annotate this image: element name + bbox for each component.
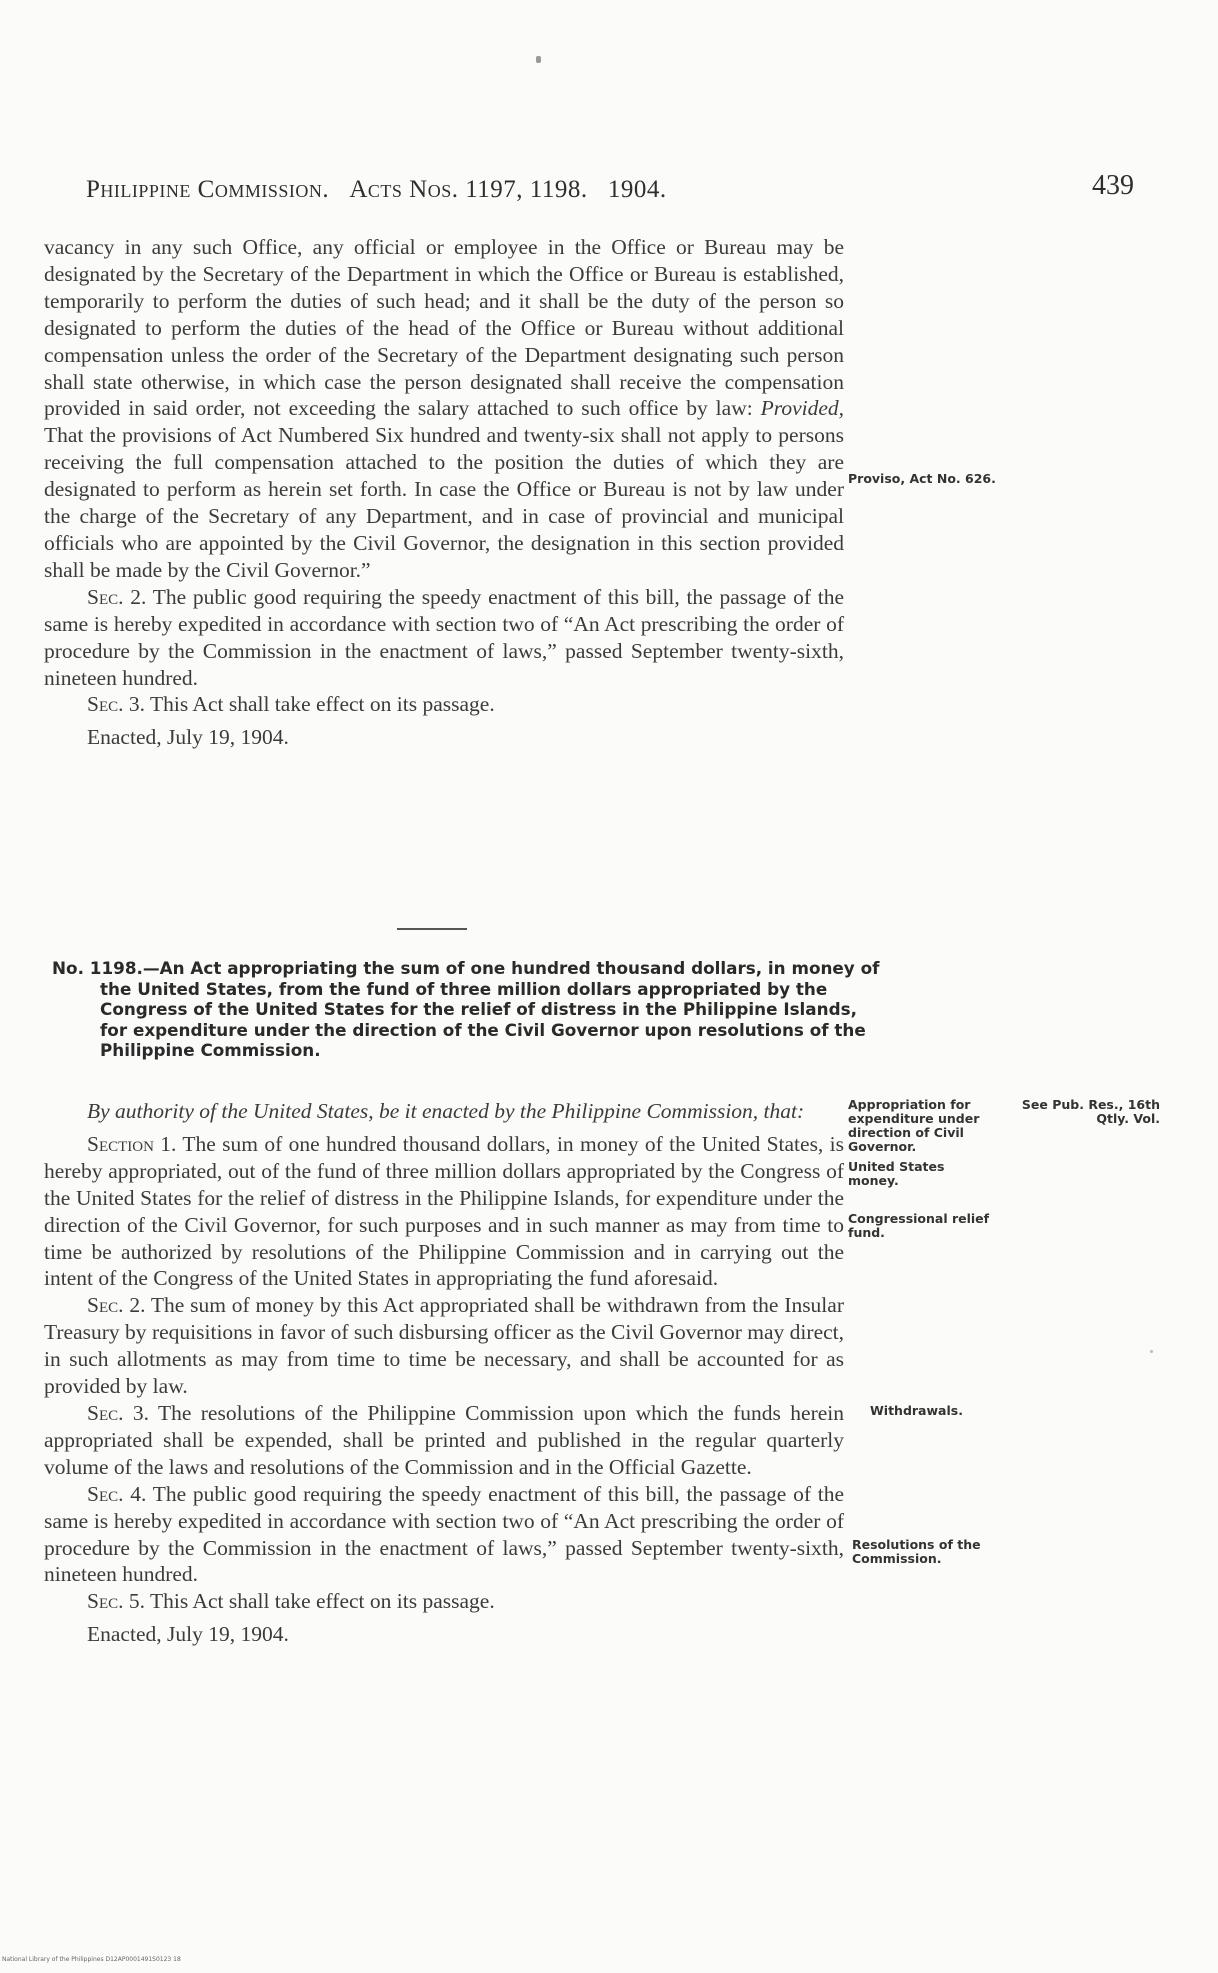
scan-speck bbox=[536, 56, 541, 63]
scan-credit-footer: National Library of the Philippines D12AP0001491S0123 18 bbox=[2, 1956, 181, 1963]
margin-note-proviso: Proviso, Act No. 626. bbox=[848, 471, 996, 486]
section-label: Sec. 2. bbox=[87, 584, 147, 609]
running-header bbox=[86, 176, 667, 204]
running-title-acts: Acts Nos. 1197, 1198. bbox=[349, 176, 588, 203]
act-1197-continuation bbox=[44, 234, 844, 751]
running-title-commission: Philippine Commission. bbox=[86, 176, 330, 203]
section-text: The sum of one hundred thousand dollars, in money of the United States, is hereby appropriated, out of the fund of three million dollars appropriated by the Congress of the United States for the relief of distress in the Philippine Islands, for expenditure under the direction of the Civil Governor, for such purposes and in such manner as may from time to time be authorized by resolutions of the Philippine Commission and in carrying out the intent of the Congress of the United States in appropriating the fund aforesaid. bbox=[44, 1131, 844, 1291]
section-text: The public good requiring the speedy enactment of this bill, the passage of the same is hereby expedited in accordance with section two of “An Act prescribing the order of procedure by the Commission in the enactment of laws,” passed September twenty-sixth, nineteen hundred. bbox=[44, 584, 844, 690]
section-text: The public good requiring the speedy enactment of this bill, the passage of the same is hereby expedited in accordance with section two of “An Act prescribing the order of procedure by the Commission in the enactment of laws,” passed September twenty-sixth, nineteen hundred. bbox=[44, 1481, 844, 1587]
margin-note-resolutions: Resolutions of the Commission. bbox=[852, 1537, 981, 1566]
act-1197-body-text: vacancy in any such Office, any official or employee in the Office or Bureau may be designated by the Secretary of the Department in which the Office or Bureau is established, temporarily to perform the duties of such head; and it shall be the duty of the person so designated to perform the duties of the head of the Office or Bureau without additional compensation unless the order of the Secretary of the Department designating such person shall state otherwise, in which case the person designated shall receive the compensation provided in said order, not exceeding the salary attached to such office by law: bbox=[44, 235, 844, 421]
section-label: Sec. 5. bbox=[87, 1589, 145, 1614]
margin-note-us-money: United States money. bbox=[848, 1159, 945, 1188]
proviso-text: That the provisions of Act Numbered Six hundred and twenty-six shall not apply to persons receiving the full compensation attached to the position the duties of which they are designated to perform as herein set forth. In case the Office or Bureau is not by law under the charge of the Secretary of any Department, and in case of provincial and municipal officials who are appointed by the Civil Governor, the designation in this section provided shall be made by the Civil Governor.” bbox=[44, 423, 844, 582]
section-label: Sec. 3. bbox=[87, 692, 145, 717]
act-1198-body bbox=[44, 1098, 844, 1648]
section-label: Sec. 4. bbox=[87, 1481, 147, 1506]
margin-note-withdrawals: Withdrawals. bbox=[870, 1403, 963, 1418]
act-1198-section-3 bbox=[44, 1400, 844, 1481]
section-text: The sum of money by this Act appropriated shall be withdrawn from the Insular Treasury by requisitions in favor of such disbursing officer as the Civil Governor may direct, in such allotments as may from time to time be necessary, and shall be accounted for as provided by law. bbox=[44, 1293, 844, 1399]
page-number: 439 bbox=[1092, 170, 1134, 201]
section-label: Section 1. bbox=[87, 1131, 177, 1156]
act-1197-section-3 bbox=[44, 691, 844, 718]
act-1197-enacted-date: Enacted, July 19, 1904. bbox=[87, 725, 289, 750]
proviso-word: Provided, bbox=[760, 396, 845, 421]
act-1198-section-2 bbox=[44, 1292, 844, 1400]
margin-note-see-pub-res: See Pub. Res., 16th Qtly. Vol. bbox=[1021, 1097, 1160, 1126]
section-text: This Act shall take effect on its passage. bbox=[150, 692, 495, 717]
act-1198-section-5 bbox=[44, 1588, 844, 1615]
scan-speck bbox=[1150, 1350, 1153, 1353]
margin-note-appropriation: Appropriation for expenditure under direction of Civil Governor. bbox=[848, 1097, 980, 1154]
act-1198-enacted-date: Enacted, July 19, 1904. bbox=[87, 1622, 289, 1647]
section-text: The resolutions of the Philippine Commission upon which the funds herein appropriated shall be expended, shall be printed and published in the regular quarterly volume of the laws and resolutions of the Commission and in the Official Gazette. bbox=[44, 1400, 845, 1479]
section-text: This Act shall take effect on its passage. bbox=[150, 1589, 495, 1614]
enacting-clause: By authority of the United States, be it enacted by the Philippine Commission, that: bbox=[87, 1099, 805, 1123]
act-1198-title: No. 1198.—An Act appropriating the sum of one hundred thousand dollars, in money of the United States, from the fund of three million dollars appropriated by the Congress of the United States for the relief of distress in the Philippine Islands, for expenditure under the direction of the Civil Governor upon resolutions of the Philippine Commission. bbox=[52, 958, 880, 1060]
section-divider-rule bbox=[397, 928, 467, 930]
section-label: Sec. 3. bbox=[87, 1400, 149, 1425]
act-1198-section-1 bbox=[44, 1131, 844, 1292]
section-label: Sec. 2. bbox=[87, 1293, 146, 1318]
act-1197-body-paragraph bbox=[44, 234, 844, 584]
act-1197-section-2 bbox=[44, 584, 844, 692]
running-title-year: 1904. bbox=[607, 176, 667, 203]
act-1198-section-4 bbox=[44, 1481, 844, 1589]
margin-note-congressional-fund: Congressional relief fund. bbox=[848, 1211, 990, 1240]
